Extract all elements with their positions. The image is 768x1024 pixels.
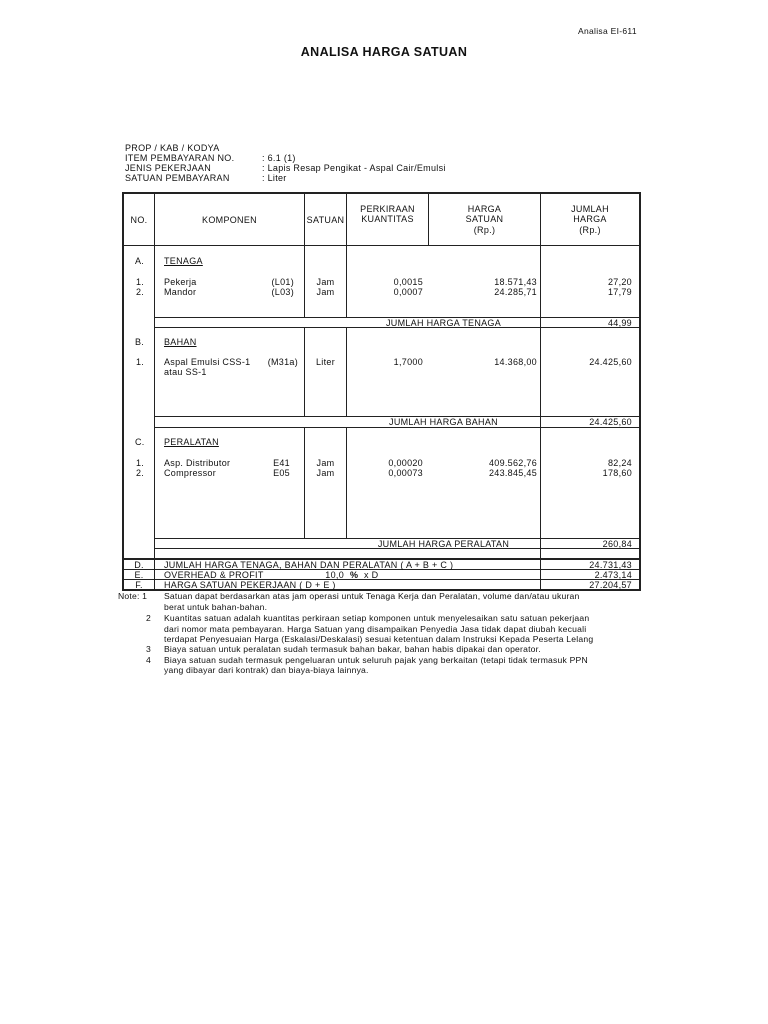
header-harga-line2: SATUAN [465,214,504,224]
header-kuantitas-line1: PERKIRAAN [360,204,415,214]
row-code: (L01) [271,277,294,287]
info-value-item: : 6.1 (1) [262,153,296,163]
section-title-tenaga: TENAGA [164,256,203,266]
total-value-e: 2.473,14 [594,570,632,580]
note-number: 4 [146,655,151,665]
note-line: terdapat Penyesuaian Harga (Eskalasi/Deskalasi) sesuai ketentuan dalam Instruksi Kepada Peserta Lelang [164,634,594,644]
section-code-c: C. [135,437,145,447]
note-line: Biaya satuan untuk peralatan sudah termasuk bahan bakar, bahan habis dipakai dan operator. [164,644,541,654]
row-no: 1. [136,357,145,367]
row-unit: Jam [316,277,335,287]
header-jumlah-line2: HARGA [573,214,607,224]
total-label-d: JUMLAH HARGA TENAGA, BAHAN DAN PERALATAN ( A + B + C ) [164,560,454,570]
row-no: 1. [136,277,145,287]
header-harga-line3: (Rp.) [473,225,496,235]
row-unit: Jam [316,458,335,468]
row-price: 18.571,43 [494,277,537,287]
row-name: Aspal Emulsi CSS-1 [164,357,251,367]
row-qty: 0,0015 [393,277,423,287]
row-total: 82,24 [607,458,632,468]
info-value-satuan: : Liter [262,173,287,183]
section-title-bahan: BAHAN [164,337,197,347]
row-code: E41 [273,458,290,468]
section-code-a: A. [135,256,145,266]
header-jumlah-line3: (Rp.) [579,225,601,235]
row-unit: Liter [315,357,335,367]
row-price: 24.285,71 [494,287,537,297]
row-code: E05 [273,468,290,478]
info-value-jenis: : Lapis Resap Pengikat - Aspal Cair/Emulsi [262,163,446,173]
note-line: Satuan dapat berdasarkan atas jam operasi untuk Tenaga Kerja dan Peralatan, volume dan/atau ukuran [164,591,580,601]
note-number: 3 [146,644,151,654]
subtotal-value-tenaga: 44,99 [607,318,632,328]
overhead-percent: 10,0 [325,570,344,580]
document-code: Analisa EI-611 [578,26,637,36]
total-label-e: OVERHEAD & PROFIT [164,570,264,580]
row-total: 17,79 [607,287,632,297]
header-jumlah-line1: JUMLAH [571,204,609,214]
row-price: 14.368,00 [494,357,537,367]
row-code: (L03) [271,287,294,297]
percent-sign: % [350,570,359,580]
note-line: dari nomor mata pembayaran. Harga Satuan yang disampaikan Penyedia Jasa tidak dapat diubah kecuali [164,624,587,634]
header-harga-line1: HARGA [467,204,502,214]
note-line: Kuantitas satuan adalah kuantitas perkiraan setiap komponen untuk menyelesaikan satu satuan pekerjaan [164,613,590,623]
row-price: 243.845,45 [488,468,537,478]
page-title: ANALISA HARGA SATUAN [300,45,468,59]
subtotal-label-peralatan: JUMLAH HARGA PERALATAN [377,539,510,549]
subtotal-value-peralatan: 260,84 [602,539,632,549]
total-label-f: HARGA SATUAN PEKERJAAN ( D + E ) [164,580,336,590]
row-qty: 0,00020 [388,458,423,468]
header-komponen: KOMPONEN [202,215,257,225]
total-code-d: D. [134,560,144,570]
row-total: 27,20 [607,277,632,287]
info-label-satuan: SATUAN PEMBAYARAN [125,173,230,183]
row-no: 2. [136,468,145,478]
subtotal-label-tenaga: JUMLAH HARGA TENAGA [385,318,502,328]
subtotal-value-bahan: 24.425,60 [589,417,632,427]
row-name: Compressor [164,468,217,478]
total-code-e: E. [134,570,144,580]
row-name: Pekerja [164,277,197,287]
row-name: Asp. Distributor [164,458,231,468]
header-no: NO. [130,215,148,225]
header-kuantitas-line2: KUANTITAS [361,214,414,224]
row-unit: Jam [316,468,335,478]
row-qty: 1,7000 [393,357,423,367]
row-code: (M31a) [267,357,298,367]
note-line: yang dibayar dari kontrak) dan biaya-biaya lainnya. [164,665,369,675]
total-value-d: 24.731,43 [589,560,632,570]
overhead-formula: x D [364,570,379,580]
row-no: 1. [136,458,145,468]
section-code-b: B. [135,337,145,347]
row-qty: 0,0007 [393,287,423,297]
note-number: 2 [146,613,151,623]
header-satuan: SATUAN [306,215,345,225]
total-value-f: 27.204,57 [589,580,632,590]
total-code-f: F. [135,580,143,590]
section-title-peralatan: PERALATAN [164,437,219,447]
row-unit: Jam [316,287,335,297]
row-qty: 0,00073 [388,468,423,478]
row-price: 409.562,76 [488,458,537,468]
row-name-line2: atau SS-1 [164,367,207,377]
note-line: Biaya satuan sudah termasuk pengeluaran untuk seluruh pajak yang berkaitan (tetapi tidak termasuk PPN [164,655,588,665]
note-line: berat untuk bahan-bahan. [164,602,268,612]
row-total: 178,60 [602,468,632,478]
row-name: Mandor [164,287,197,297]
row-no: 2. [136,287,145,297]
info-label-prop: PROP / KAB / KODYA [125,143,220,153]
info-label-item: ITEM PEMBAYARAN NO. [125,153,235,163]
info-label-jenis: JENIS PEKERJAAN [125,163,212,173]
subtotal-label-bahan: JUMLAH HARGA BAHAN [389,417,498,427]
row-total: 24.425,60 [589,357,632,367]
note-number: Note: 1 [118,591,148,601]
